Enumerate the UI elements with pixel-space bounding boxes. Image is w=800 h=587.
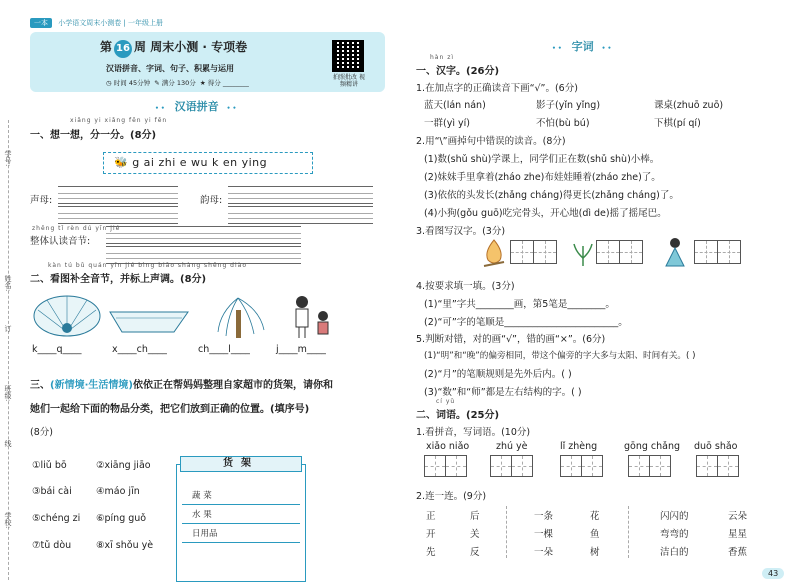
right-page xyxy=(402,0,800,587)
c2-r3-a[interactable]: 一朵 xyxy=(534,547,554,558)
q3-text1: 依依正在帮妈妈整理自家超市的货架，请你和 xyxy=(132,380,333,391)
item-1: ①liǔ bō xyxy=(32,460,67,471)
c1-r2-b[interactable]: 关 xyxy=(470,529,480,540)
q1-r2-c3[interactable]: 下棋(pí qí) xyxy=(654,118,701,129)
divider-2 xyxy=(628,506,629,558)
p2-title: 二、词语。(25分) xyxy=(416,410,500,421)
score-icon: ✎ xyxy=(154,79,160,87)
divider-1 xyxy=(506,506,507,558)
q1-r1-c1[interactable]: 蓝天(lán nán) xyxy=(424,100,486,111)
q1-r1-c2[interactable]: 影子(yǐn yǐng) xyxy=(536,100,601,111)
finals-answer[interactable] xyxy=(228,186,373,204)
p1-title: 一、汉字。(26分) xyxy=(416,66,500,77)
item-6: ⑥píng guǒ xyxy=(96,513,147,524)
word-py-5: duō shǎo xyxy=(694,441,738,452)
brand-tag: 一本 xyxy=(30,18,52,28)
c2-r2-b[interactable]: 鱼 xyxy=(590,529,600,540)
c1-r1-b[interactable]: 后 xyxy=(470,511,480,522)
word-grid-1[interactable] xyxy=(424,455,466,481)
side-mark-1: 订 xyxy=(4,325,12,332)
shelf-row-daily[interactable]: 日用品 xyxy=(182,525,300,543)
week-title xyxy=(100,38,247,58)
shelf-title: 货架 xyxy=(180,456,302,472)
q1-title: 一、想一想，分一分。(8分) xyxy=(30,130,157,141)
shelf-row-vegetables[interactable]: 蔬 菜 xyxy=(182,487,300,505)
p2-q1: 1.看拼音，写词语。(10分) xyxy=(416,427,531,438)
c3-r3-b[interactable]: 香蕉 xyxy=(728,547,748,558)
c2-r3-b[interactable]: 树 xyxy=(590,547,600,558)
p1-q3: 3.看图写汉字。(3分) xyxy=(416,226,506,237)
item-8: ⑧xī shǒu yè xyxy=(96,540,154,551)
word-py-4: gōng chǎng xyxy=(624,441,681,452)
item-5: ⑤chéng zi xyxy=(32,513,81,524)
c3-r3-a[interactable]: 洁白的 xyxy=(660,547,689,558)
section-title-pinyin: •• 汉语拼音 •• xyxy=(155,98,238,114)
q2-row-2[interactable]: (2)妹妹手里拿着(zháo zhe)布娃娃睡着(zháo zhe)了。 xyxy=(424,172,661,183)
book-title: 小学语文周末小测卷 xyxy=(58,19,122,27)
q1-r2-c2[interactable]: 不怕(bù bú) xyxy=(536,118,590,129)
c2-r2-a[interactable]: 一棵 xyxy=(534,529,554,540)
finals-label: 韵母: xyxy=(200,195,223,206)
q4-row-1[interactable]: (1)“里”字共________画，第5笔是________。 xyxy=(424,299,615,310)
syllables-answer[interactable] xyxy=(106,226,301,244)
top-bar: 一本 小学语文周末小测卷 | 一年级上册 xyxy=(30,18,163,28)
q3-line2: 她们一起给下面的物品分类，把它们放到正确的位置。(填序号) xyxy=(30,404,310,415)
initials-answer-2[interactable] xyxy=(58,206,178,224)
fire-image xyxy=(480,238,508,268)
word-py-2: zhú yè xyxy=(496,441,528,452)
p1-pinyin: hàn zì xyxy=(430,54,455,61)
p1-q5: 5.判断对错，对的画“√”，错的画“×”。(6分) xyxy=(416,334,606,345)
boat-image xyxy=(108,304,190,334)
got-label: 得分 ________ xyxy=(207,79,249,87)
page-number: 43 xyxy=(762,568,784,579)
c1-r3-b[interactable]: 反 xyxy=(470,547,480,558)
qr-code-icon[interactable] xyxy=(332,40,364,72)
grid-pair-2[interactable] xyxy=(596,240,643,268)
q3-score: (8分) xyxy=(30,427,53,438)
q2-row-1[interactable]: (1)数(shǔ shù)学课上，同学们正在数(shǔ shù)小棒。 xyxy=(424,154,660,165)
week-post: 周 周末小测 · 专项卷 xyxy=(134,40,248,54)
word-py-1: xiǎo niǎo xyxy=(426,441,470,452)
p2-pinyin: cí yǔ xyxy=(436,398,456,405)
c1-r2-a[interactable]: 开 xyxy=(426,529,436,540)
item-7: ⑦tǔ dòu xyxy=(32,540,72,551)
grid-pair-1[interactable] xyxy=(510,240,557,268)
q2-item-3[interactable]: ch____l____ xyxy=(198,344,250,355)
syllables-label: 整体认读音节: xyxy=(30,236,91,247)
side-student-id: 学号: xyxy=(4,150,12,167)
q5-row-1[interactable]: (1)“明”和“晚”的偏旁相同，带这个偏旁的字大多与太阳、时间有关。( ) xyxy=(424,351,696,361)
section-title-words: •• 字词 •• xyxy=(552,38,613,54)
initials-label: 声母: xyxy=(30,195,53,206)
binding-line xyxy=(8,120,9,580)
letters-box xyxy=(103,152,313,174)
clock-icon: ◷ xyxy=(106,79,112,87)
week-pre: 第 xyxy=(100,40,113,54)
willow-image xyxy=(210,292,270,340)
word-grid-3[interactable] xyxy=(560,455,602,481)
p1-q2: 2.用“\”画掉句中错误的读音。(8分) xyxy=(416,136,566,147)
p1-q4: 4.按要求填一填。(3分) xyxy=(416,281,515,292)
c3-r1-a[interactable]: 闪闪的 xyxy=(660,511,689,522)
week-number: 16 xyxy=(114,40,132,58)
item-3: ③bái cài xyxy=(32,486,72,497)
c3-r2-b[interactable]: 星星 xyxy=(728,529,748,540)
q2-title: 二、看图补全音节，并标上声调。(8分) xyxy=(30,274,207,285)
grass-image xyxy=(572,240,594,268)
c3-r2-a[interactable]: 弯弯的 xyxy=(660,529,689,540)
qr-caption: 拍照批改 视频精讲 xyxy=(333,74,365,88)
word-py-3: lǐ zhèng xyxy=(560,441,598,452)
left-page xyxy=(0,0,398,587)
c1-r1-a[interactable]: 正 xyxy=(426,511,436,522)
letters-text: g ai zhi e wu k en ying xyxy=(132,156,268,169)
word-grid-2[interactable] xyxy=(490,455,532,481)
side-name: 姓名: xyxy=(4,275,12,292)
initials-answer[interactable] xyxy=(58,186,178,204)
bee-icon: 🐝 xyxy=(114,156,129,169)
q4-row-2[interactable]: (2)“可”字的笔顺是________________________。 xyxy=(424,317,628,328)
c2-r1-a[interactable]: 一条 xyxy=(534,511,554,522)
word-grid-5[interactable] xyxy=(696,455,738,481)
q2-row-4[interactable]: (4)小狗(gǒu guō)吃完骨头，开心地(dì de)摇了摇尾巴。 xyxy=(424,208,667,219)
q1-pinyin: xiǎng yi xiǎng fēn yi fēn xyxy=(70,117,168,124)
side-school: 学校: xyxy=(4,512,12,529)
finals-answer-2[interactable] xyxy=(228,206,373,224)
q2-item-1[interactable]: k____q____ xyxy=(32,344,82,355)
q1-r1-c3[interactable]: 课桌(zhuō zuō) xyxy=(654,100,724,111)
header-meta xyxy=(106,78,249,87)
q5-row-3[interactable]: (3)“数”和“师”都是左右结构的字。( ) xyxy=(424,387,582,398)
q1-r2-c1[interactable]: 一群(yì yí) xyxy=(424,118,470,129)
side-mark-2: 线 xyxy=(4,440,12,447)
q2-item-2[interactable]: x____ch____ xyxy=(112,344,167,355)
c2-r1-b[interactable]: 花 xyxy=(590,511,600,522)
q3-tag: (新情境·生活情境) xyxy=(50,380,133,391)
p2-q2: 2.连一连。(9分) xyxy=(416,491,487,502)
peacock-image xyxy=(32,292,102,340)
item-4: ④máo jīn xyxy=(96,486,140,497)
c3-r1-b[interactable]: 云朵 xyxy=(728,511,748,522)
got-icon: ★ xyxy=(199,79,206,87)
item-2: ②xiāng jiāo xyxy=(96,460,151,471)
side-class: 班级: xyxy=(4,385,12,402)
q2-row-3[interactable]: (3)依依的头发长(zhǎng cháng)得更长(zhǎng cháng)了。 xyxy=(424,190,679,201)
q2-item-4[interactable]: j____m____ xyxy=(276,344,326,355)
syllable-pinyin: zhěng tǐ rèn dú yīn jié xyxy=(32,225,121,232)
q3-line1: 三、(新情境·生活情境)依依正在帮妈妈整理自家超市的货架，请你和 xyxy=(30,380,333,391)
shelf-row-fruits[interactable]: 水 果 xyxy=(182,506,300,524)
header-subtitle: 汉语拼音、字词、句子、积累与运用 xyxy=(106,64,234,73)
q5-row-2[interactable]: (2)“月”的笔顺规则是先外后内。( ) xyxy=(424,369,572,380)
q2-pinyin: kàn tú bǔ quán yīn jié bìng biāo shàng shēng diào xyxy=(48,262,248,269)
c1-r3-a[interactable]: 先 xyxy=(426,547,436,558)
grid-pair-3[interactable] xyxy=(694,240,741,268)
children-image xyxy=(288,294,338,340)
p1-q1: 1.在加点字的正确读音下画“√”。(6分) xyxy=(416,83,578,94)
grade-label: 一年级上册 xyxy=(128,19,164,27)
time-label: 时间 45分钟 xyxy=(113,79,151,87)
word-grid-4[interactable] xyxy=(628,455,670,481)
score-label: 满分 130分 xyxy=(161,79,196,87)
girl-image xyxy=(658,236,692,270)
